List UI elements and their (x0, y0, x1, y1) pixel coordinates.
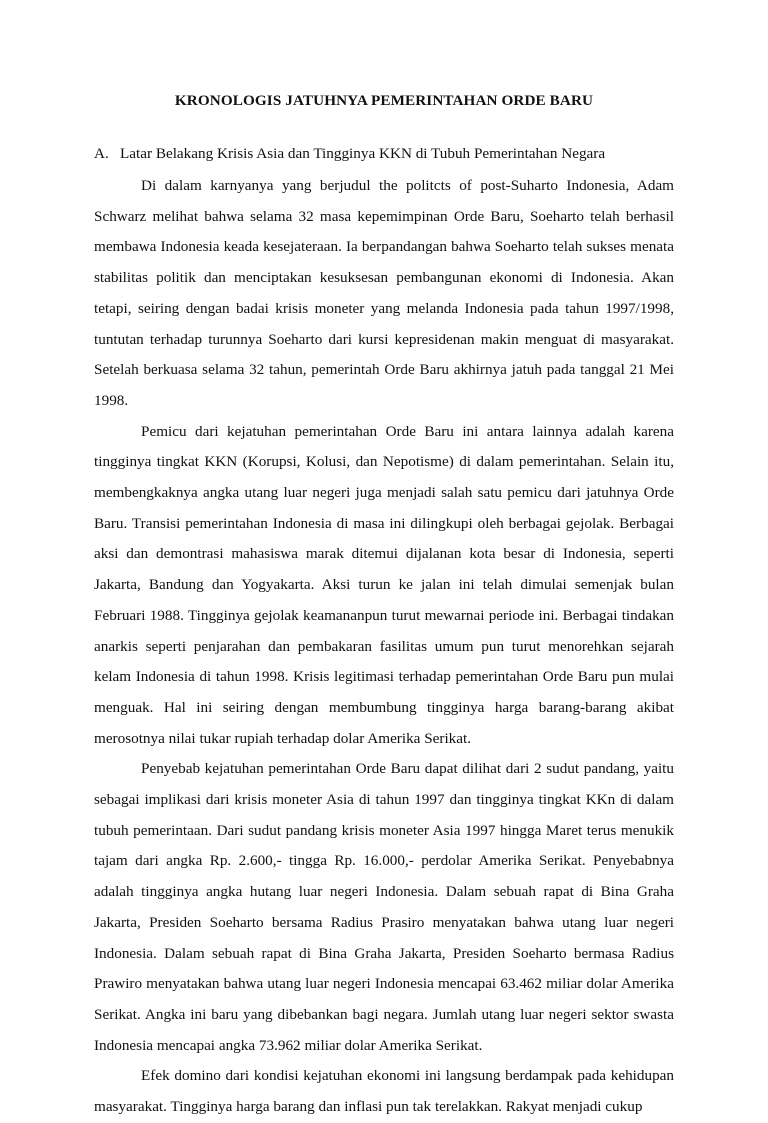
paragraph: Efek domino dari kondisi kejatuhan ekonomi ini langsung berdampak pada kehidupan masyarakat. Tingginya harga barang dan inflasi pun tak terelakkan. Rakyat menjadi cukup (94, 1067, 674, 1116)
section-title: Latar Belakang Krisis Asia dan Tingginya KKN di Tubuh Pemerintahan Negara (120, 145, 606, 162)
paragraph: Penyebab kejatuhan pemerintahan Orde Baru dapat dilihat dari 2 sudut pandang, yaitu sebagai implikasi dari krisis moneter Asia di tahun 1997 dan tingginya tingkat KKn di dalam tubuh pemerintaan. Dari sudut pandang krisis moneter Asia 1997 hingga Maret terus menukik tajam dari angka Rp. 2.600,- tingga Rp. 16.000,- perdolar Amerika Serikat. Penyebabnya adalah tingginya angka hutang luar negeri Indonesia. Dalam sebuah rapat di Bina Graha Jakarta, Presiden Soeharto bersama Radius Prasiro menyatakan bahwa utang luar negeri Indonesia. Dalam sebuah rapat di Bina Graha Jakarta, Presiden Soeharto bermasa Radius Prawiro menyatakan bahwa utang luar negeri Indonesia mencapai 63.462 miliar dolar Amerika Serikat. Angka ini baru yang dibebankan bagi negara. Jumlah utang luar negeri sektor swasta Indonesia mencapai angka 73.962 miliar dolar Amerika Serikat. (94, 760, 674, 1054)
section-letter: A. (94, 145, 109, 162)
document-body (94, 171, 674, 1123)
section-heading (94, 145, 694, 163)
paragraph: Pemicu dari kejatuhan pemerintahan Orde Baru ini antara lainnya adalah karena tingginya tingkat KKN (Korupsi, Kolusi, dan Nepotisme) di dalam pemerintahan. Selain itu, membengkaknya angka utang luar negeri juga menjadi salah satu pemicu dari jatuhnya Orde Baru. Transisi pemerintahan Indonesia di masa ini dilingkupi oleh berbagai gejolak. Berbagai aksi dan demontrasi mahasiswa marak ditemui dijalanan kota besar di Indonesia, seperti Jakarta, Bandung dan Yogyakarta. Aksi turun ke jalan ini telah dimulai semenjak bulan Februari 1988. Tingginya gejolak keamananpun turut mewarnai periode ini. Berbagai tindakan anarkis seperti penjarahan dan pembakaran fasilitas umum pun turut menorehkan sejarah kelam Indonesia di tahun 1998. Krisis legitimasi terhadap pemerintahan Orde Baru pun mulai menguak. Hal ini seiring dengan membumbung tingginya harga barang-barang akibat merosotnya nilai tukar rupiah terhadap dolar Amerika Serikat. (94, 422, 674, 747)
document-title: KRONOLOGIS JATUHNYA PEMERINTAHAN ORDE BARU (174, 92, 594, 109)
paragraph: Di dalam karnyanya yang berjudul the politcts of post-Suharto Indonesia, Adam Schwarz melihat bahwa selama 32 masa kepemimpinan Orde Baru, Soeharto telah berhasil membawa Indonesia keada kesejateraan. Ia berpandangan bahwa Soeharto telah sukses menata stabilitas politik dan menciptakan kesuksesan pembangunan ekonomi di Indonesia. Akan tetapi, seiring dengan badai krisis moneter yang melanda Indonesia pada tahun 1997/1998, tuntutan terhadap turunnya Soeharto dari kursi kepresidenan makin menguat di masyarakat. Setelah berkuasa selama 32 tahun, pemerintah Orde Baru akhirnya jatuh pada tanggal 21 Mei 1998. (94, 177, 674, 409)
